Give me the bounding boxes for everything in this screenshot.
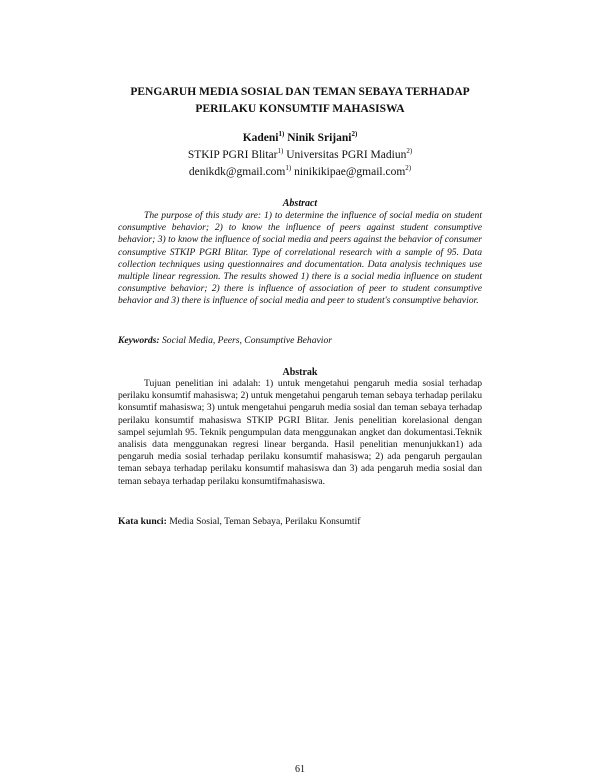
affiliation-2-sup: 2)	[406, 147, 413, 156]
abstract-text: The purpose of this study are: 1) to determine the influence of social media on student consumptive behavior; 2) to know the influence of peers against student consumptive behavior; 3) to know the influence of social media and peers against the behavior of consumer consumptive STKIP PGRI Blitar. Type of correlational research with a sample of 95. Data collection techniques using questionnaires and documentation. Data analysis techniques use multiple linear regression. The results showed 1) there is a social media influence on student consumptive behavior; 2) there is influence of association of peer to student consumptive behavior and 3) there is influence of social media and peer to student's consumptive behavior.	[118, 210, 482, 307]
affiliation-1-sup: 1)	[277, 147, 284, 156]
author-1: Kadeni	[242, 132, 279, 144]
page-number: 61	[295, 764, 305, 775]
author-block	[100, 130, 500, 181]
author-1-sup: 1)	[278, 130, 285, 139]
keywords-en	[118, 335, 482, 346]
emails	[100, 164, 500, 181]
abstract-heading: Abstract	[282, 198, 318, 209]
keywords-id-label: Kata kunci:	[118, 516, 167, 527]
keywords-en-label: Keywords:	[118, 335, 160, 346]
title-line-2: PERILAKU KONSUMTIF MAHASISWA	[195, 103, 405, 115]
keywords-id	[118, 516, 482, 527]
author-2-sup: 2)	[351, 130, 358, 139]
email-2: ninikikipae@gmail.com	[294, 166, 406, 178]
affiliation-2: Universitas PGRI Madiun	[286, 149, 407, 161]
keywords-id-values: Media Sosial, Teman Sebaya, Perilaku Konsumtif	[169, 516, 361, 527]
email-2-sup: 2)	[405, 164, 412, 173]
author-names	[100, 130, 500, 147]
email-1-sup: 1)	[285, 164, 292, 173]
affiliations	[100, 147, 500, 164]
abstrak-heading: Abstrak	[282, 367, 318, 378]
keywords-en-values: Social Media, Peers, Consumptive Behavior	[161, 335, 332, 346]
paper-title	[100, 84, 500, 118]
abstrak-text: Tujuan penelitian ini adalah: 1) untuk mengetahui pengaruh media sosial terhadap perilaku konsumtif mahasiswa; 2) untuk mengetahui pengaruh teman sebaya terhadap perilaku konsumtif mahasiswa; 3) untuk mengetahui pengaruh media sosial dan teman sebaya terhadap perilaku konsumtif mahasiswa STKIP PGRI Blitar. Jenis penelitian korelasional dengan sampel sejumlah 95. Teknik pengumpulan data menggunakan angket dan dokumentasi.Teknik analisis data menggunakan regresi linear berganda. Hasil penelitian menunjukkan1) ada pengaruh media sosial terhadap perilaku konsumtif mahasiswa; 2) ada pengaruh pergaulan teman sebaya terhadap perilaku konsumtif mahasiswa dan 3) ada pengaruh media sosial dan teman sebaya terhadap perilaku konsumtifmahasiswa.	[118, 378, 482, 487]
affiliation-1: STKIP PGRI Blitar	[187, 149, 278, 161]
email-1: denikdk@gmail.com	[188, 166, 286, 178]
title-line-1: PENGARUH MEDIA SOSIAL DAN TEMAN SEBAYA TERHADAP	[130, 86, 470, 98]
author-2: Ninik Srijani	[287, 132, 352, 144]
